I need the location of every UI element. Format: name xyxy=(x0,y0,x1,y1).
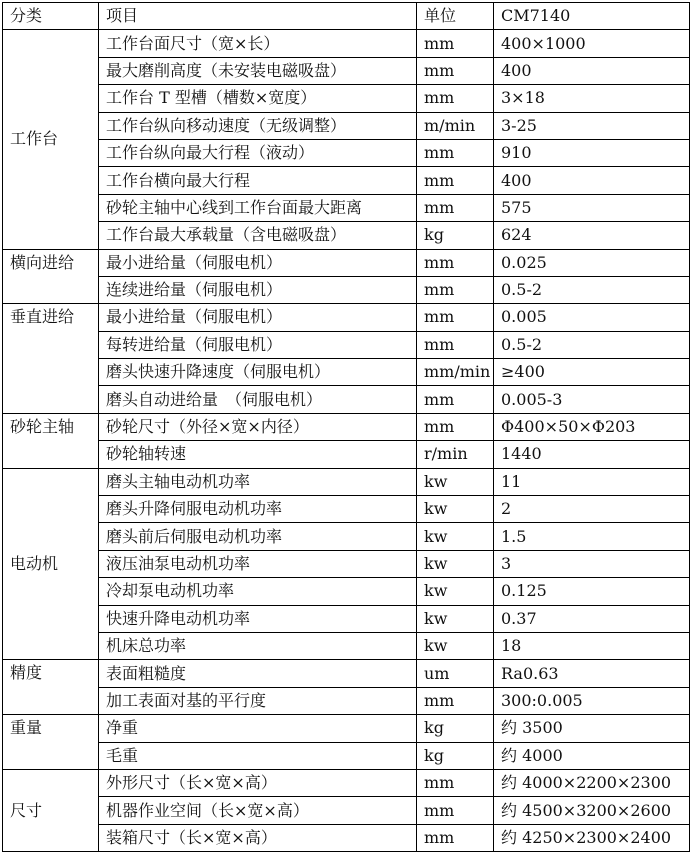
table-row xyxy=(3,632,690,659)
table-row xyxy=(3,413,690,440)
category-cell: 垂直进给 xyxy=(3,304,99,414)
value-cell: 910 xyxy=(494,139,690,166)
value-cell: 2 xyxy=(494,496,690,523)
header-category: 分类 xyxy=(3,3,99,30)
unit-cell: mm xyxy=(417,769,494,796)
table-row xyxy=(3,824,690,851)
header-row xyxy=(3,3,690,30)
item-cell: 工作台纵向移动速度（无级调整） xyxy=(99,112,417,139)
item-cell: 磨头主轴电动机功率 xyxy=(99,468,417,495)
unit-cell: mm/min xyxy=(417,359,494,386)
item-cell: 砂轮尺寸（外径×宽×内径） xyxy=(99,413,417,440)
item-cell: 每转进给量（伺服电机） xyxy=(99,331,417,358)
table-row xyxy=(3,523,690,550)
category-cell: 精度 xyxy=(3,660,99,715)
table-row xyxy=(3,769,690,796)
item-cell: 砂轮主轴中心线到工作台面最大距离 xyxy=(99,194,417,221)
table-row xyxy=(3,550,690,577)
value-cell: 624 xyxy=(494,222,690,249)
item-cell: 工作台横向最大行程 xyxy=(99,167,417,194)
value-cell: 0.025 xyxy=(494,249,690,276)
unit-cell: mm xyxy=(417,249,494,276)
table-row xyxy=(3,249,690,276)
table-row xyxy=(3,578,690,605)
unit-cell: m/min xyxy=(417,112,494,139)
item-cell: 最小进给量（伺服电机） xyxy=(99,249,417,276)
value-cell: ≥400 xyxy=(494,359,690,386)
unit-cell: kg xyxy=(417,742,494,769)
table-row xyxy=(3,57,690,84)
value-cell: 0.5-2 xyxy=(494,331,690,358)
value-cell: 约 4000×2200×2300 xyxy=(494,769,690,796)
value-cell: 400 xyxy=(494,57,690,84)
unit-cell: kw xyxy=(417,523,494,550)
spec-body xyxy=(3,30,690,852)
unit-cell: mm xyxy=(417,331,494,358)
unit-cell: kg xyxy=(417,222,494,249)
table-row xyxy=(3,167,690,194)
spec-table xyxy=(2,2,690,852)
item-cell: 机床总功率 xyxy=(99,632,417,659)
value-cell: 1.5 xyxy=(494,523,690,550)
table-row xyxy=(3,496,690,523)
table-row xyxy=(3,715,690,742)
table-row xyxy=(3,441,690,468)
table-row xyxy=(3,359,690,386)
table-row xyxy=(3,112,690,139)
value-cell: 约 4250×2300×2400 xyxy=(494,824,690,851)
unit-cell: mm xyxy=(417,413,494,440)
item-cell: 工作台纵向最大行程（液动） xyxy=(99,139,417,166)
value-cell: Ra0.63 xyxy=(494,660,690,687)
item-cell: 机器作业空间（长×宽×高） xyxy=(99,797,417,824)
unit-cell: mm xyxy=(417,386,494,413)
unit-cell: kw xyxy=(417,632,494,659)
table-row xyxy=(3,797,690,824)
table-row xyxy=(3,194,690,221)
category-cell: 重量 xyxy=(3,715,99,770)
value-cell: 18 xyxy=(494,632,690,659)
table-row xyxy=(3,386,690,413)
unit-cell: kw xyxy=(417,550,494,577)
table-row xyxy=(3,85,690,112)
category-cell: 工作台 xyxy=(3,30,99,249)
value-cell: 0.005 xyxy=(494,304,690,331)
value-cell: 1440 xyxy=(494,441,690,468)
unit-cell: mm xyxy=(417,797,494,824)
unit-cell: mm xyxy=(417,276,494,303)
category-cell: 横向进给 xyxy=(3,249,99,304)
value-cell: 0.005-3 xyxy=(494,386,690,413)
table-row xyxy=(3,304,690,331)
unit-cell: r/min xyxy=(417,441,494,468)
table-row xyxy=(3,605,690,632)
item-cell: 冷却泵电动机功率 xyxy=(99,578,417,605)
unit-cell: mm xyxy=(417,824,494,851)
item-cell: 工作台 T 型槽（槽数×宽度） xyxy=(99,85,417,112)
value-cell: 0.125 xyxy=(494,578,690,605)
item-cell: 磨头快速升降速度（伺服电机） xyxy=(99,359,417,386)
table-row xyxy=(3,742,690,769)
header-unit: 单位 xyxy=(417,3,494,30)
unit-cell: mm xyxy=(417,194,494,221)
item-cell: 连续进给量（伺服电机） xyxy=(99,276,417,303)
item-cell: 砂轮轴转速 xyxy=(99,441,417,468)
value-cell: 0.5-2 xyxy=(494,276,690,303)
unit-cell: um xyxy=(417,660,494,687)
item-cell: 工作台面尺寸（宽×长） xyxy=(99,30,417,57)
value-cell: 400×1000 xyxy=(494,30,690,57)
item-cell: 工作台最大承载量（含电磁吸盘） xyxy=(99,222,417,249)
item-cell: 外形尺寸（长×宽×高） xyxy=(99,769,417,796)
header-item: 项目 xyxy=(99,3,417,30)
item-cell: 快速升降电动机功率 xyxy=(99,605,417,632)
table-row xyxy=(3,30,690,57)
table-row xyxy=(3,687,690,714)
item-cell: 最小进给量（伺服电机） xyxy=(99,304,417,331)
table-row xyxy=(3,139,690,166)
value-cell: 约 4500×3200×2600 xyxy=(494,797,690,824)
value-cell: 3 xyxy=(494,550,690,577)
item-cell: 表面粗糙度 xyxy=(99,660,417,687)
value-cell: 0.37 xyxy=(494,605,690,632)
category-cell: 砂轮主轴 xyxy=(3,413,99,468)
item-cell: 装箱尺寸（长×宽×高） xyxy=(99,824,417,851)
value-cell: 3×18 xyxy=(494,85,690,112)
value-cell: 3-25 xyxy=(494,112,690,139)
category-cell: 尺寸 xyxy=(3,769,99,851)
table-row xyxy=(3,276,690,303)
unit-cell: kw xyxy=(417,496,494,523)
unit-cell: kw xyxy=(417,468,494,495)
table-row xyxy=(3,660,690,687)
value-cell: 约 3500 xyxy=(494,715,690,742)
unit-cell: mm xyxy=(417,304,494,331)
table-row xyxy=(3,468,690,495)
header-value: CM7140 xyxy=(494,3,690,30)
unit-cell: mm xyxy=(417,30,494,57)
item-cell: 净重 xyxy=(99,715,417,742)
value-cell: 300:0.005 xyxy=(494,687,690,714)
item-cell: 毛重 xyxy=(99,742,417,769)
unit-cell: mm xyxy=(417,85,494,112)
category-cell: 电动机 xyxy=(3,468,99,660)
unit-cell: mm xyxy=(417,57,494,84)
item-cell: 加工表面对基的平行度 xyxy=(99,687,417,714)
item-cell: 磨头升降伺服电动机功率 xyxy=(99,496,417,523)
table-row xyxy=(3,222,690,249)
unit-cell: mm xyxy=(417,167,494,194)
value-cell: Φ400×50×Φ203 xyxy=(494,413,690,440)
item-cell: 磨头自动进给量 （伺服电机） xyxy=(99,386,417,413)
unit-cell: mm xyxy=(417,139,494,166)
unit-cell: kw xyxy=(417,578,494,605)
unit-cell: kg xyxy=(417,715,494,742)
item-cell: 磨头前后伺服电动机功率 xyxy=(99,523,417,550)
unit-cell: mm xyxy=(417,687,494,714)
value-cell: 11 xyxy=(494,468,690,495)
table-row xyxy=(3,331,690,358)
item-cell: 液压油泵电动机功率 xyxy=(99,550,417,577)
value-cell: 400 xyxy=(494,167,690,194)
unit-cell: kw xyxy=(417,605,494,632)
value-cell: 575 xyxy=(494,194,690,221)
item-cell: 最大磨削高度（未安装电磁吸盘） xyxy=(99,57,417,84)
value-cell: 约 4000 xyxy=(494,742,690,769)
